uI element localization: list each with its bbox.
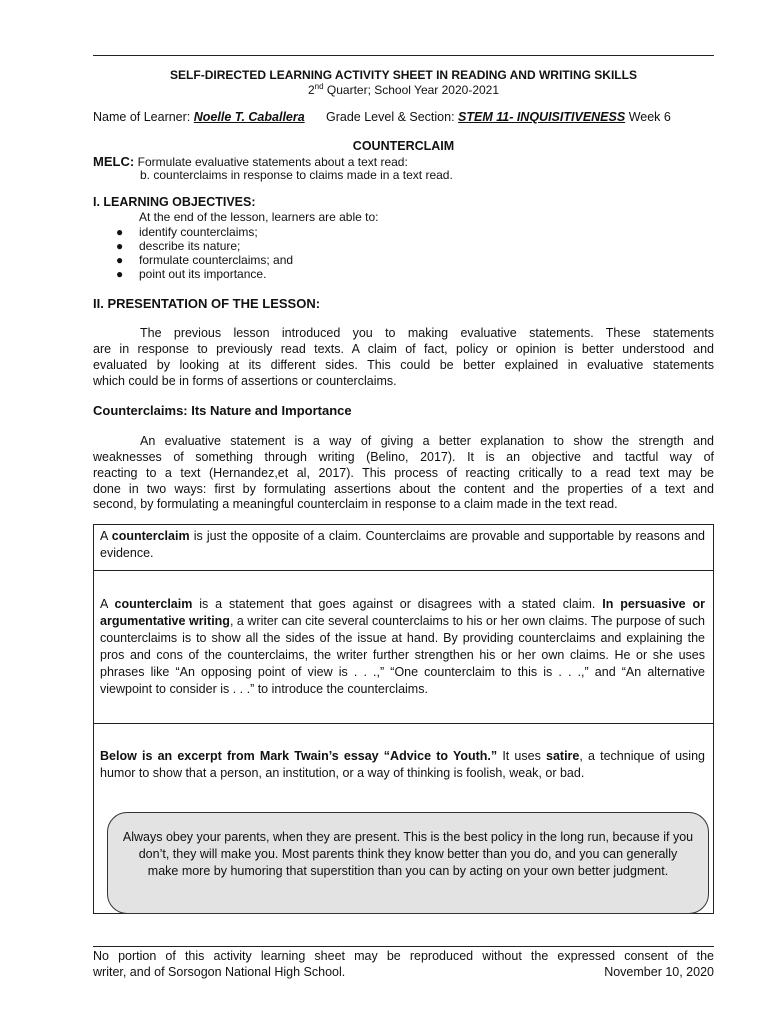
term-counterclaim: counterclaim xyxy=(111,529,190,543)
para2-line: reacting to a text (Hernandez,et al, 2017). This process of reacting critically to a read text may be xyxy=(93,466,714,480)
para2-line: weaknesses of something through writing (Belino, 2017). It is an objective and tactful way of xyxy=(93,450,714,464)
term-persuasive-writing: In persuasive or argumentative writing xyxy=(100,597,706,628)
melc-line2: b. counterclaims in response to claims made in a text read. xyxy=(140,168,453,182)
twain-quote: Always obey your parents, when they are present. This is the best policy in the long run, because if you don’t, they will make you. Most parents think they know better than you do, and you can generally make more by humoring that superstition than you can by acting on your own better judgment. xyxy=(107,812,709,914)
para2-line: done in two ways: first by formulating assertions about the content and the properties of a text and xyxy=(93,482,714,496)
quarter-suffix: nd xyxy=(314,82,324,91)
explanation-text: A counterclaim is a statement that goes against or disagrees with a stated claim. In persuasive or argumentative writing, a writer can cite several counterclaims to his or her own claims. The purpose of such counterclaims is to show all the sides of the issue at hand. By providing counterclaims and explaining the pros and cons of the counterclaims, the writer further strengthen his or her own claims. He or she uses phrases like “An opposing point of view is . . .,” “One counterclaim to this is . . .,” and “An alternative viewpoint to consider is . . .” to introduce the counterclaims. xyxy=(100,597,706,696)
term-counterclaim: counterclaim xyxy=(114,597,193,611)
section-value: STEM 11- INQUISITIVENESS xyxy=(458,110,626,124)
learner-label: Name of Learner: xyxy=(93,110,191,124)
para2-line: An evaluative statement is a way of giving a better explanation to show the strength and xyxy=(140,434,714,448)
footer-date: November 10, 2020 xyxy=(604,965,714,979)
melc-text: Formulate evaluative statements about a text read: xyxy=(137,155,408,169)
top-rule xyxy=(93,55,714,56)
learner-line xyxy=(93,110,305,124)
objectives-intro: At the end of the lesson, learners are able to: xyxy=(139,210,379,224)
excerpt-intro: Below is an excerpt from Mark Twain’s essay “Advice to Youth.” It uses satire, a technique of using humor to show that a person, an institution, or a way of thinking is foolish, weak, or bad. xyxy=(100,749,705,780)
melc-line1 xyxy=(93,154,408,169)
footer-school: writer, and of Sorsogon National High School. xyxy=(93,965,346,979)
melc-label: MELC: xyxy=(93,154,135,169)
para1-line: evaluated by looking at its different sides. This could be better explained in evaluative statements xyxy=(93,358,714,372)
section-label: Grade Level & Section: xyxy=(326,110,455,124)
bullet-icon: ● xyxy=(116,225,124,239)
bullet-icon: ● xyxy=(116,267,124,281)
quarter-line xyxy=(93,82,714,97)
section-line xyxy=(326,110,671,124)
bullet-icon: ● xyxy=(116,239,124,253)
quarter-number: 2 xyxy=(307,83,315,97)
week-label: Week 6 xyxy=(628,110,671,124)
learner-name: Noelle T. Caballera xyxy=(193,110,305,124)
topic-title: COUNTERCLAIM xyxy=(352,139,455,153)
quarter-text: Quarter; School Year 2020-2021 xyxy=(323,83,500,97)
term-satire: satire xyxy=(546,749,580,763)
sheet-title: SELF-DIRECTED LEARNING ACTIVITY SHEET IN READING AND WRITING SKILLS xyxy=(170,68,637,82)
objectives-heading: I. LEARNING OBJECTIVES: xyxy=(93,195,256,209)
excerpt-title: Below is an excerpt from Mark Twain’s essay “Advice to Youth.” xyxy=(100,749,498,763)
para2-line: second, by formulating a meaningful counterclaim in response to a claim made in the text read. xyxy=(93,497,618,511)
para1-line: are in response to previously read texts. A claim of fact, policy or opinion is better understood and xyxy=(93,342,714,356)
presentation-heading: II. PRESENTATION OF THE LESSON: xyxy=(93,296,321,311)
subheading: Counterclaims: Its Nature and Importance xyxy=(93,403,352,418)
para1-line: which could be in forms of assertions or counterclaims. xyxy=(93,374,397,388)
bullet-icon: ● xyxy=(116,253,124,267)
footer-notice: No portion of this activity learning sheet may be reproduced without the expressed consent of the xyxy=(93,949,714,963)
explanation-cell xyxy=(93,570,714,724)
footer-rule xyxy=(93,946,714,947)
definition-cell xyxy=(93,524,714,571)
definition-text: A counterclaim is just the opposite of a claim. Counterclaims are provable and supportable by reasons and evidence. xyxy=(100,529,705,560)
para1-line: The previous lesson introduced you to making evaluative statements. These statements xyxy=(140,326,714,340)
